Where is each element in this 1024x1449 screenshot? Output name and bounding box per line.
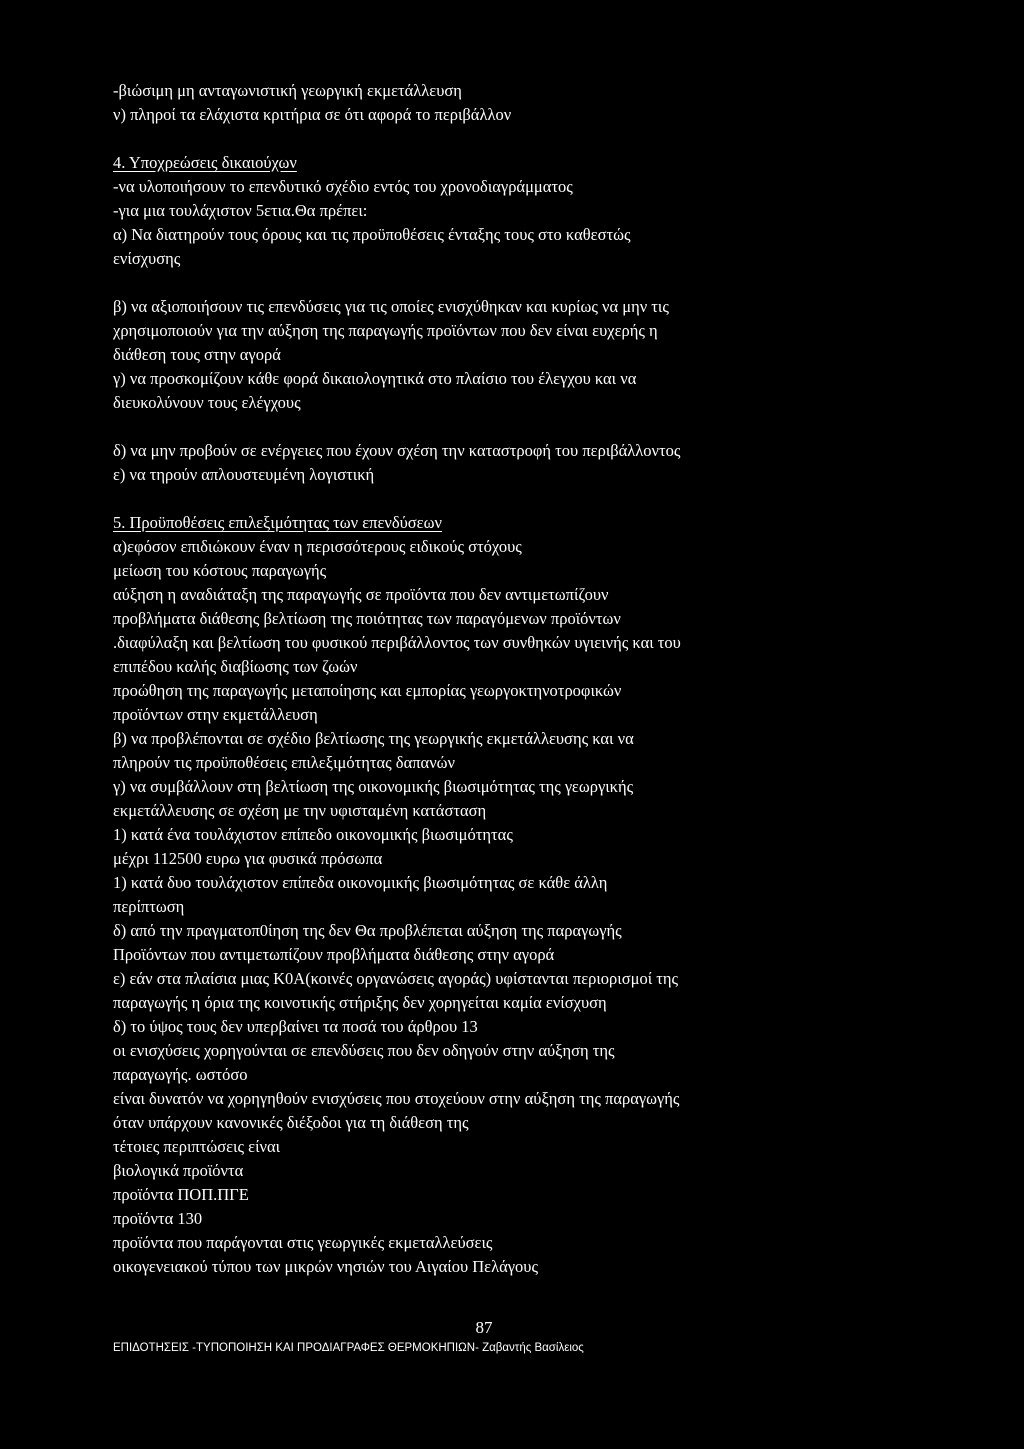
text-line: μείωση του κόστους παραγωγής — [113, 561, 327, 580]
text-line: μέχρι 112500 ευρω για φυσικά πρόσωπα — [113, 849, 383, 868]
text-line: -βιώσιμη μη ανταγωνιστική γεωργική εκμετάλλευση — [113, 81, 462, 100]
text-line: ε) να τηρούν απλουστευμένη λογιστική — [113, 465, 375, 484]
text-line: -για μια τουλάχιστον 5ετια.Θα πρέπει: — [113, 201, 368, 220]
text-line: β) να αξιοποιήσουν τις επενδύσεις για τις οποίες ενισχύθηκαν και κυρίως να μην τις — [113, 297, 669, 316]
text-line: προβλήματα διάθεσης βελτίωση της ποιότητας των παραγόμενων προϊόντων — [113, 609, 621, 628]
text-line: πληρούν τις προϋποθέσεις επιλεξιμότητας δαπανών — [113, 753, 455, 772]
text-line: προϊόντα ΠΟΠ.ΠΓΕ — [113, 1185, 249, 1204]
text-line: επιπέδου καλής διαβίωσης των ζωών — [113, 657, 358, 676]
text-line: δ) από την πραγματοπ0ίηση της δεν Θα προβλέπεται αύξηση της παραγωγής — [113, 921, 622, 940]
text-line: βιολογικά προϊόντα — [113, 1161, 244, 1180]
text-line: β) να προβλέπονται σε σχέδιο βελτίωσης της γεωργικής εκμετάλλευσης και να — [113, 729, 634, 748]
text-line: α) Να διατηρούν τους όρους και τις προϋποθέσεις ένταξης τους στο καθεστώς — [113, 225, 631, 244]
text-line: προϊόντα 130 — [113, 1209, 203, 1228]
text-line: παραγωγής. ωστόσο — [113, 1065, 248, 1084]
text-line: χρησιμοποιούν για την αύξηση της παραγωγής προϊόντων που δεν είναι ευχερής η — [113, 321, 658, 340]
text-line: εκμετάλλευσης σε σχέση με την υφισταμένη κατάσταση — [113, 801, 487, 820]
text-line: περίπτωση — [113, 897, 185, 916]
text-line: προϊόντα που παράγονται στις γεωργικές εκμεταλλεύσεις — [113, 1233, 493, 1252]
text-line: είναι δυνατόν να χορηγηθούν ενισχύσεις που στοχεύουν στην αύξηση της παραγωγής — [113, 1089, 680, 1108]
page-footer: ΕΠΙΔΟΤΗΣΕΙΣ -ΤΥΠΟΠΟΙΗΣΗ ΚΑΙ ΠΡΟΔΙΑΓΡΑΦΕΣ ΘΕΡΜΟΚΗΠΙΩΝ- Ζαβαντής Βασίλειος — [113, 1342, 584, 1354]
text-line: α)εφόσον επιδιώκουν έναν η περισσότερους ειδικούς στόχους — [113, 537, 522, 556]
text-line: όταν υπάρχουν κανονικές διέξοδοι για τη διάθεση της — [113, 1113, 469, 1132]
text-line: 1) κατά δυο τουλάχιστον επίπεδα οικονομικής βιωσιμότητας σε κάθε άλλη — [113, 873, 608, 892]
text-line: 1) κατά ένα τουλάχιστον επίπεδο οικονομικής βιωσιμότητας — [113, 825, 513, 844]
text-line: προϊόντων στην εκμετάλλευση — [113, 705, 318, 724]
text-line: οικογενειακού τύπου των μικρών νησιών του Αιγαίου Πελάγους — [113, 1257, 538, 1276]
text-line: ενίσχυσης — [113, 249, 181, 268]
text-line: γ) να συμβάλλουν στη βελτίωση της οικονομικής βιωσιμότητας της γεωργικής — [113, 777, 634, 796]
text-line: αύξηση η αναδιάταξη της παραγωγής σε προϊόντα που δεν αντιμετωπίζουν — [113, 585, 609, 604]
section-heading: 5. Προϋποθέσεις επιλεξιμότητας των επενδύσεων — [113, 513, 442, 532]
page-number: 87 — [475, 1318, 493, 1337]
text-line: διάθεση τους στην αγορά — [113, 345, 281, 364]
text-line: οι ενισχύσεις χορηγούνται σε επενδύσεις που δεν οδηγούν στην αύξηση της — [113, 1041, 615, 1060]
text-line: γ) να προσκομίζουν κάθε φορά δικαιολογητικά στο πλαίσιο του έλεγχου και να — [113, 369, 637, 388]
text-line: διευκολύνουν τους ελέγχους — [113, 393, 301, 412]
text-line: ε) εάν στα πλαίσια μιας Κ0Α(κοινές οργανώσεις αγοράς) υφίστανται περιορισμοί της — [113, 969, 679, 988]
text-line: .διαφύλαξη και βελτίωση του φυσικού περιβάλλοντος των συνθηκών υγιεινής και του — [113, 633, 681, 652]
text-line: τέτοιες περιπτώσεις είναι — [113, 1137, 281, 1156]
text-line: δ) να μην προβούν σε ενέργειες που έχουν σχέση την καταστροφή του περιβάλλοντος — [113, 441, 681, 460]
text-line: ν) πληροί τα ελάχιστα κριτήρια σε ότι αφορά το περιβάλλον — [113, 105, 512, 124]
text-line: παραγωγής η όρια της κοινοτικής στήριξης δεν χορηγείται καμία ενίσχυση — [113, 993, 607, 1012]
section-heading: 4. Υποχρεώσεις δικαιούχων — [113, 153, 297, 172]
text-line: προώθηση της παραγωγής μεταποίησης και εμπορίας γεωργοκτηνοτροφικών — [113, 681, 622, 700]
text-line: Προϊόντων που αντιμετωπίζουν προβλήματα διάθεσης στην αγορά — [113, 945, 555, 964]
text-line: δ) το ύψος τους δεν υπερβαίνει τα ποσά του άρθρου 13 — [113, 1017, 478, 1036]
text-line: -να υλοποιήσουν το επενδυτικό σχέδιο εντός του χρονοδιαγράμματος — [113, 177, 573, 196]
